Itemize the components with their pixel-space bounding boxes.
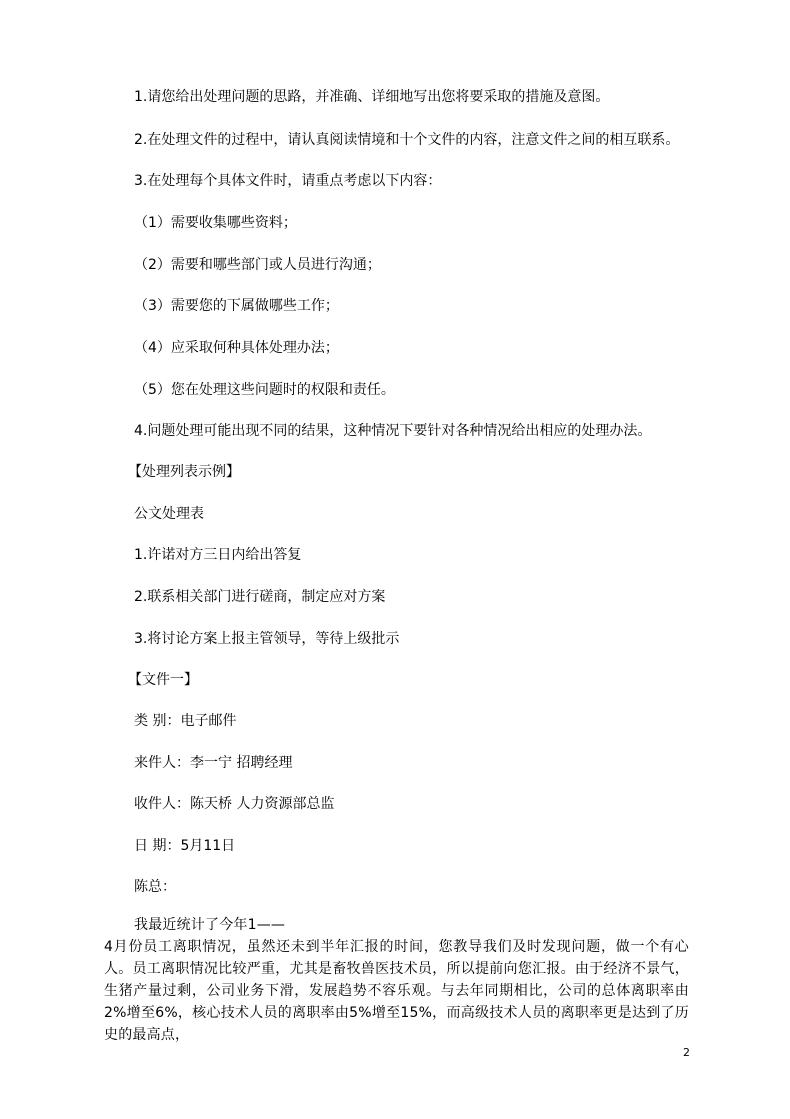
file-type-line: 类 别：电子邮件	[134, 713, 237, 729]
example-heading: 【处理列表示例】	[128, 464, 240, 480]
file-recipient-line: 收件人：陈天桥 人力资源部总监	[134, 796, 335, 812]
file-sender-line: 来件人：李一宁 招聘经理	[134, 755, 293, 771]
consideration-2: （2）需要和哪些部门或人员进行沟通；	[134, 257, 381, 273]
page-number: 2	[683, 1046, 690, 1059]
salutation: 陈总：	[134, 879, 176, 895]
email-body-text: 4月份员工离职情况，虽然还未到半年汇报的时间，您教导我们及时发现问题，做一个有心人。员工离职情况比较严重，尤其是畜牧兽医技术员，所以提前向您汇报。由于经济不景气，生猪产量过剩，公司业务下滑，发展趋势不容乐观。与去年同期相比，公司的总体离职率由2%增至6%，核心技术人员的离职率由5%增至15%，而高级技术人员的离职率更是达到了历史的最高点，	[104, 939, 689, 1043]
file-one-heading: 【文件一】	[128, 672, 198, 688]
instruction-4: 4.问题处理可能出现不同的结果，这种情况下要针对各种情况给出相应的处理办法。	[134, 423, 652, 439]
instruction-1: 1.请您给出处理问题的思路，并准确、详细地写出您将要采取的措施及意图。	[134, 89, 610, 105]
file-date-line: 日 期：5月11日	[134, 838, 236, 854]
instruction-3: 3.在处理每个具体文件时，请重点考虑以下内容：	[134, 173, 442, 189]
consideration-1: （1）需要收集哪些资料；	[134, 215, 297, 231]
example-item-2: 2.联系相关部门进行磋商，制定应对方案	[134, 589, 386, 605]
consideration-5: （5）您在处理这些问题时的权限和责任。	[134, 382, 395, 398]
example-table-title: 公文处理表	[134, 506, 204, 522]
consideration-4: （4）应采取何种具体处理办法；	[134, 340, 339, 356]
consideration-3: （3）需要您的下属做哪些工作；	[134, 298, 339, 314]
instruction-2: 2.在处理文件的过程中，请认真阅读情境和十个文件的内容，注意文件之间的相互联系。	[134, 132, 680, 148]
email-body-first-line: 我最近统计了今年1——	[134, 917, 286, 933]
example-item-1: 1.许诺对方三日内给出答复	[134, 547, 302, 563]
example-item-3: 3.将讨论方案上报主管领导，等待上级批示	[134, 631, 400, 647]
email-body	[104, 914, 689, 1046]
